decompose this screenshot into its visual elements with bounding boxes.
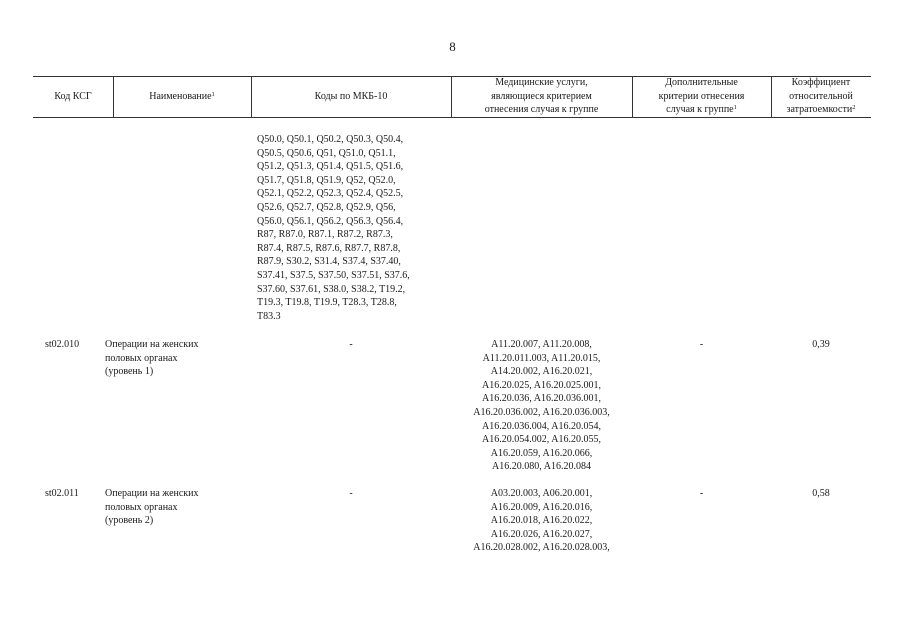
header-coef <box>771 76 871 117</box>
table-row-2-coef: 0,58 <box>812 488 830 499</box>
header-extra-footnote: 1 <box>733 104 737 112</box>
header-coef-footnote: 2 <box>852 104 856 112</box>
table-row-1-extra: - <box>699 339 704 350</box>
header-code-label: Код КСГ <box>54 90 92 102</box>
header-mkb-label: Коды по МКБ-10 <box>314 90 388 102</box>
header-name-footnote: 1 <box>211 90 215 98</box>
header-services-label: Медицинские услуги, являющиеся критерием отнесения случая к группе <box>484 77 599 116</box>
table-row-2-mkb: - <box>349 488 353 499</box>
table-row-0-mkb: Q50.0, Q50.1, Q50.2, Q50.3, Q50.4, Q50.5, Q50.6, Q51, Q51.0, Q51.1, Q51.2, Q51.3, Q51.4, Q51.5, Q51.6, Q51.7, Q51.8, Q51.9, Q52, Q52.0, Q52.1, Q52.2, Q52.3, Q52.4, Q52.5, Q52.6, Q52.7, Q52.8, Q52.9, Q56, Q56.0, Q56.1, Q56.2, Q56.3, Q56.4, R87, R87.0, R87.1, R87.2, R87.3, R87.4, R87.5, R87.6, R87.7, R87.8, R87.9, S30.2, S31.4, S37.4, S37.40, S37.41, S37.5, S37.50, S37.51, S37.6, S37.60, S37.61, S38.0, S38.2, T19.2, T19.3, T19.8, T19.9, T28.3, T28.8, T83.3 <box>257 134 410 322</box>
table-row-2-code: st02.011 <box>45 488 79 499</box>
table-row-1-mkb: - <box>349 339 353 350</box>
header-extra-label: Дополнительные критерии отнесения случая к группе <box>658 77 745 116</box>
header-mkb <box>251 76 451 117</box>
table-row-1-coef: 0,39 <box>812 339 830 350</box>
table-row-1-code: st02.010 <box>45 339 80 350</box>
table-row-2-name: Операции на женских половых органах (уровень 2) <box>105 488 199 527</box>
header-name <box>113 76 251 117</box>
header-services <box>451 76 632 117</box>
table-row-1-name: Операции на женских половых органах (уровень 1) <box>105 339 199 378</box>
table-row-2-extra: - <box>699 488 704 499</box>
table-row-1-services: A11.20.007, A11.20.008, A11.20.011.003, A11.20.015, A14.20.002, A16.20.021, A16.20.025, A16.20.025.001, A16.20.036, A16.20.036.001, A16.20.036.002, A16.20.036.003, A16.20.036.004, A16.20.054, A16.20.054.002, A16.20.055, A16.20.059, A16.20.066, A16.20.080, A16.20.084 <box>473 339 610 473</box>
header-code <box>33 76 113 117</box>
header-extra <box>632 76 771 117</box>
header-coef-label: Коэффициент относительной затратоемкости <box>786 77 853 116</box>
header-name-label: Наименование <box>149 90 212 102</box>
table-row-2-services: A03.20.003, A06.20.001, A16.20.009, A16.20.016, A16.20.018, A16.20.022, A16.20.026, A16.20.027, A16.20.028.002, A16.20.028.003, <box>473 488 610 554</box>
page-number: 8 <box>449 39 456 54</box>
table-header-rule <box>33 117 871 118</box>
